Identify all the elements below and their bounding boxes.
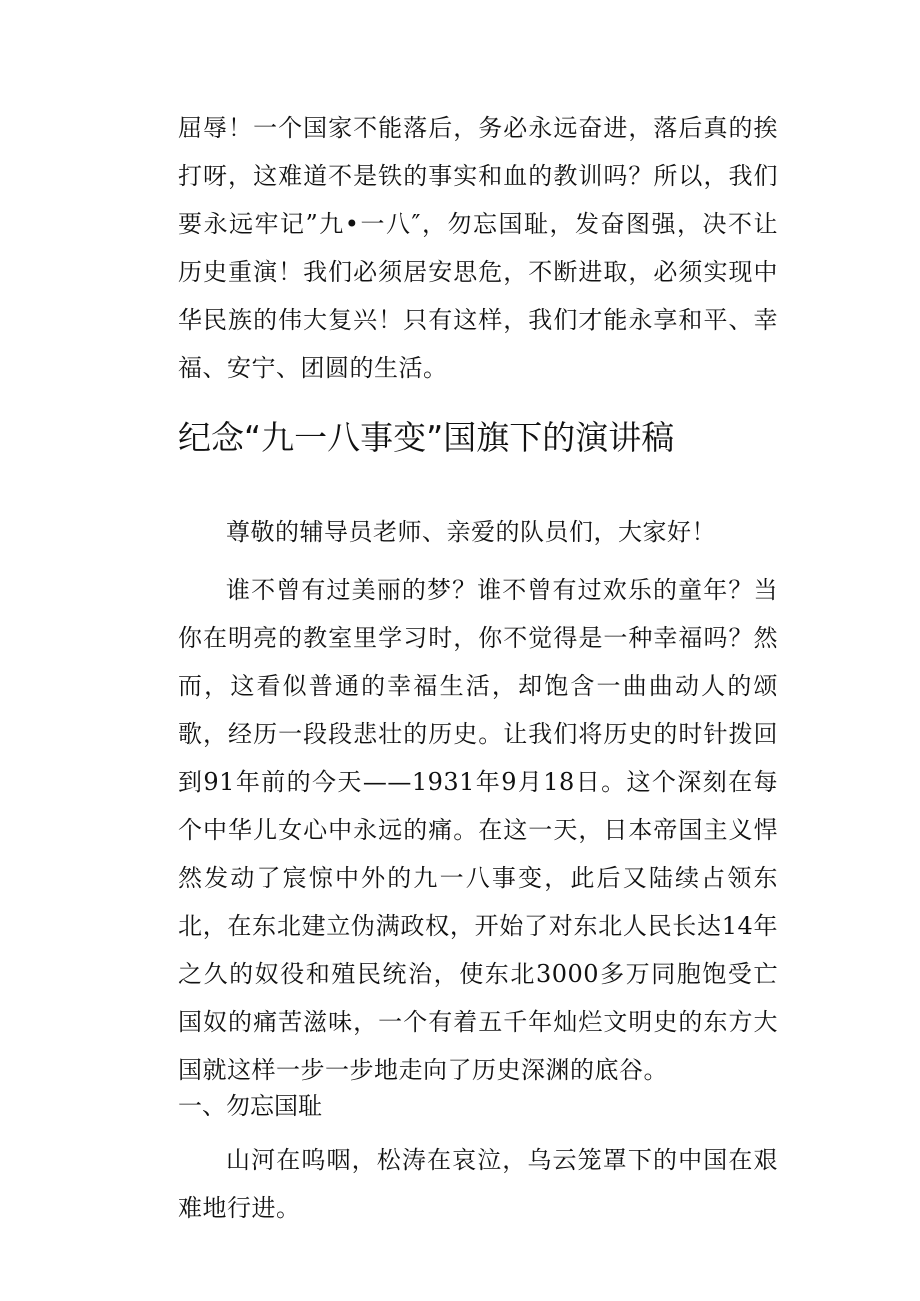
- continuation-paragraph: 屈辱！一个国家不能落后，务必永远奋进，落后真的挨打呀，这难道不是铁的事实和血的教训吗？所以，我们要永远牢记”九•一八″，勿忘国耻，发奋图强，决不让历史重演！我们必须居安思危，不断进取，必须实现中华民族的伟大复兴！只有这样，我们才能永享和平、幸福、安宁、团圆的生活。: [178, 114, 778, 382]
- speech-title: 纪念“九一八事变”国旗下的演讲稿: [178, 418, 675, 457]
- section-paragraph: 山河在呜咽，松涛在哀泣，乌云笼罩下的中国在艰难地行进。: [178, 1146, 778, 1222]
- greeting-paragraph: 尊敬的辅导员老师、亲爱的队员们，大家好！: [226, 518, 716, 546]
- section-heading: 一、勿忘国耻: [178, 1092, 322, 1120]
- body-paragraph: 谁不曾有过美丽的梦？谁不曾有过欢乐的童年？当你在明亮的教室里学习时，你不觉得是一种幸福吗？然而，这看似普通的幸福生活，却饱含一曲曲动人的颂歌，经历一段段悲壮的历史。让我们将历史的时针拨回到91年前的今天——1931年9月18日。这个深刻在每个中华儿女心中永远的痛。在这一天，日本帝国主义悍然发动了宸惊中外的九一八事变，此后又陆续占领东北，在东北建立伪满政权，开始了对东北人民长达14年之久的奴役和殖民统治，使东北3000多万同胞饱受亡国奴的痛苦滋味，一个有着五千年灿烂文明史的东方大国就这样一步一步地走向了历史深渊的底谷。: [178, 576, 778, 1084]
